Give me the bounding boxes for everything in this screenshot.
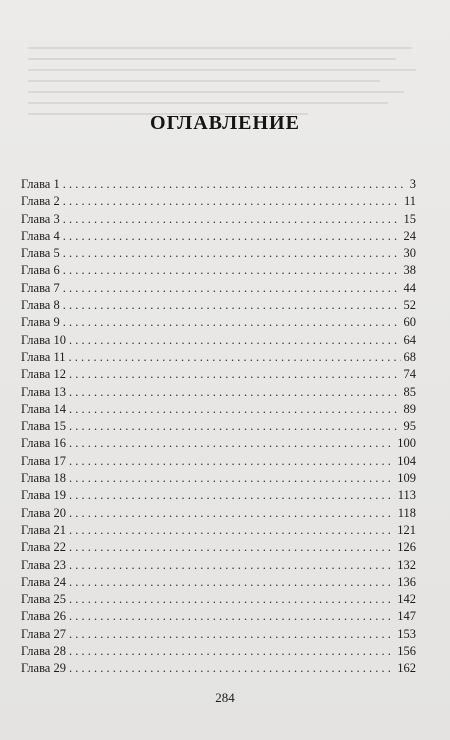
toc-entry-label: Глава 10: [21, 332, 66, 347]
toc-entry-label: Глава 19: [21, 488, 66, 503]
dot-leader: [63, 280, 401, 297]
toc-entry-label: Глава 15: [21, 419, 66, 434]
toc-entry-page: 142: [397, 592, 416, 607]
toc-entry-page: 52: [403, 298, 416, 313]
toc-entry-label: Глава 1: [21, 177, 60, 191]
toc-entry-page: 121: [397, 522, 416, 537]
toc-entry-page: 95: [403, 419, 416, 434]
toc-entry-page: 15: [403, 211, 416, 226]
toc-entry-label: Глава 6: [21, 263, 60, 278]
toc-entry[interactable]: [21, 228, 416, 245]
table-of-contents: [21, 176, 416, 678]
toc-entry-label: Глава 2: [21, 194, 60, 209]
toc-entry-page: 74: [403, 367, 416, 382]
toc-entry[interactable]: [21, 314, 416, 331]
toc-entry-label: Глава 26: [21, 609, 66, 624]
dot-leader: [69, 660, 394, 677]
dot-leader: [69, 366, 401, 383]
dot-leader: [69, 453, 394, 470]
toc-entry[interactable]: [21, 176, 416, 193]
toc-entry-label: Глава 24: [21, 574, 66, 589]
dot-leader: [69, 522, 394, 539]
toc-entry-label: Глава 29: [21, 661, 66, 676]
toc-entry[interactable]: [21, 505, 416, 522]
dot-leader: [69, 505, 395, 522]
toc-entry-label: Глава 5: [21, 246, 60, 261]
toc-entry-page: 104: [397, 453, 416, 468]
toc-entry-page: 60: [403, 315, 416, 330]
toc-entry-page: 126: [397, 540, 416, 555]
dot-leader: [69, 608, 394, 625]
toc-entry-label: Глава 12: [21, 367, 66, 382]
toc-entry[interactable]: [21, 418, 416, 435]
toc-entry-label: Глава 25: [21, 592, 66, 607]
toc-entry-page: 11: [403, 194, 416, 209]
dot-leader: [63, 262, 401, 279]
toc-entry[interactable]: [21, 591, 416, 608]
toc-entry[interactable]: [21, 557, 416, 574]
toc-entry-label: Глава 7: [21, 280, 60, 295]
toc-entry[interactable]: [21, 643, 416, 660]
dot-leader: [69, 401, 401, 418]
toc-entry-page: 113: [397, 488, 416, 503]
toc-entry-page: 68: [403, 349, 416, 364]
dot-leader: [69, 574, 394, 591]
toc-entry[interactable]: [21, 522, 416, 539]
toc-entry-label: Глава 3: [21, 211, 60, 226]
toc-entry[interactable]: [21, 401, 416, 418]
dot-leader: [63, 211, 401, 228]
dot-leader: [69, 539, 394, 556]
toc-entry[interactable]: [21, 262, 416, 279]
dot-leader: [69, 591, 394, 608]
dot-leader: [69, 626, 394, 643]
dot-leader: [69, 487, 395, 504]
toc-entry[interactable]: [21, 660, 416, 677]
toc-entry-page: 24: [403, 228, 416, 243]
toc-entry-label: Глава 28: [21, 644, 66, 659]
toc-entry-page: 118: [397, 505, 416, 520]
toc-entry-page: 30: [403, 246, 416, 261]
toc-entry-page: 38: [403, 263, 416, 278]
toc-entry[interactable]: [21, 297, 416, 314]
dot-leader: [63, 176, 403, 193]
dot-leader: [63, 245, 401, 262]
dot-leader: [69, 332, 401, 349]
toc-entry-label: Глава 16: [21, 436, 66, 451]
toc-entry-label: Глава 18: [21, 471, 66, 486]
dot-leader: [69, 557, 394, 574]
toc-entry[interactable]: [21, 435, 416, 452]
toc-entry-label: Глава 14: [21, 401, 66, 416]
toc-entry-page: 85: [403, 384, 416, 399]
toc-entry[interactable]: [21, 487, 416, 504]
dot-leader: [69, 643, 394, 660]
dot-leader: [63, 314, 401, 331]
toc-entry-label: Глава 22: [21, 540, 66, 555]
toc-entry-label: Глава 17: [21, 453, 66, 468]
page-title: ОГЛАВЛЕНИЕ: [150, 112, 300, 134]
toc-entry-page: 147: [397, 609, 416, 624]
toc-entry[interactable]: [21, 574, 416, 591]
toc-entry[interactable]: [21, 453, 416, 470]
toc-entry-page: 153: [397, 626, 416, 641]
toc-entry-label: Глава 27: [21, 626, 66, 641]
toc-entry[interactable]: [21, 349, 416, 366]
toc-entry-label: Глава 11: [21, 349, 66, 364]
dot-leader: [63, 228, 401, 245]
toc-entry[interactable]: [21, 211, 416, 228]
toc-entry-page: 64: [403, 332, 416, 347]
toc-entry[interactable]: [21, 245, 416, 262]
toc-entry[interactable]: [21, 280, 416, 297]
dot-leader: [69, 349, 401, 366]
toc-entry-label: Глава 23: [21, 557, 66, 572]
toc-entry[interactable]: [21, 332, 416, 349]
toc-entry-page: 44: [403, 280, 416, 295]
toc-entry[interactable]: [21, 470, 416, 487]
toc-entry-label: Глава 4: [21, 228, 60, 243]
dot-leader: [63, 193, 401, 210]
toc-entry-page: 156: [397, 644, 416, 659]
toc-entry-page: 136: [397, 574, 416, 589]
toc-entry-page: 100: [397, 436, 416, 451]
dot-leader: [63, 297, 401, 314]
page-number: 284: [215, 690, 235, 705]
dot-leader: [69, 384, 401, 401]
dot-leader: [69, 418, 401, 435]
toc-entry-page: 162: [397, 661, 416, 676]
toc-entry[interactable]: [21, 366, 416, 383]
dot-leader: [69, 435, 394, 452]
toc-entry[interactable]: [21, 539, 416, 556]
toc-entry-label: Глава 20: [21, 505, 66, 520]
toc-entry-page: 3: [409, 177, 416, 191]
toc-entry-label: Глава 21: [21, 522, 66, 537]
toc-entry[interactable]: [21, 608, 416, 625]
toc-entry-page: 109: [397, 471, 416, 486]
toc-entry[interactable]: [21, 193, 416, 210]
toc-entry[interactable]: [21, 384, 416, 401]
dot-leader: [69, 470, 394, 487]
toc-entry-page: 89: [403, 401, 416, 416]
toc-entry-label: Глава 8: [21, 298, 60, 313]
toc-entry[interactable]: [21, 626, 416, 643]
toc-entry-page: 132: [397, 557, 416, 572]
toc-entry-label: Глава 13: [21, 384, 66, 399]
toc-entry-label: Глава 9: [21, 315, 60, 330]
